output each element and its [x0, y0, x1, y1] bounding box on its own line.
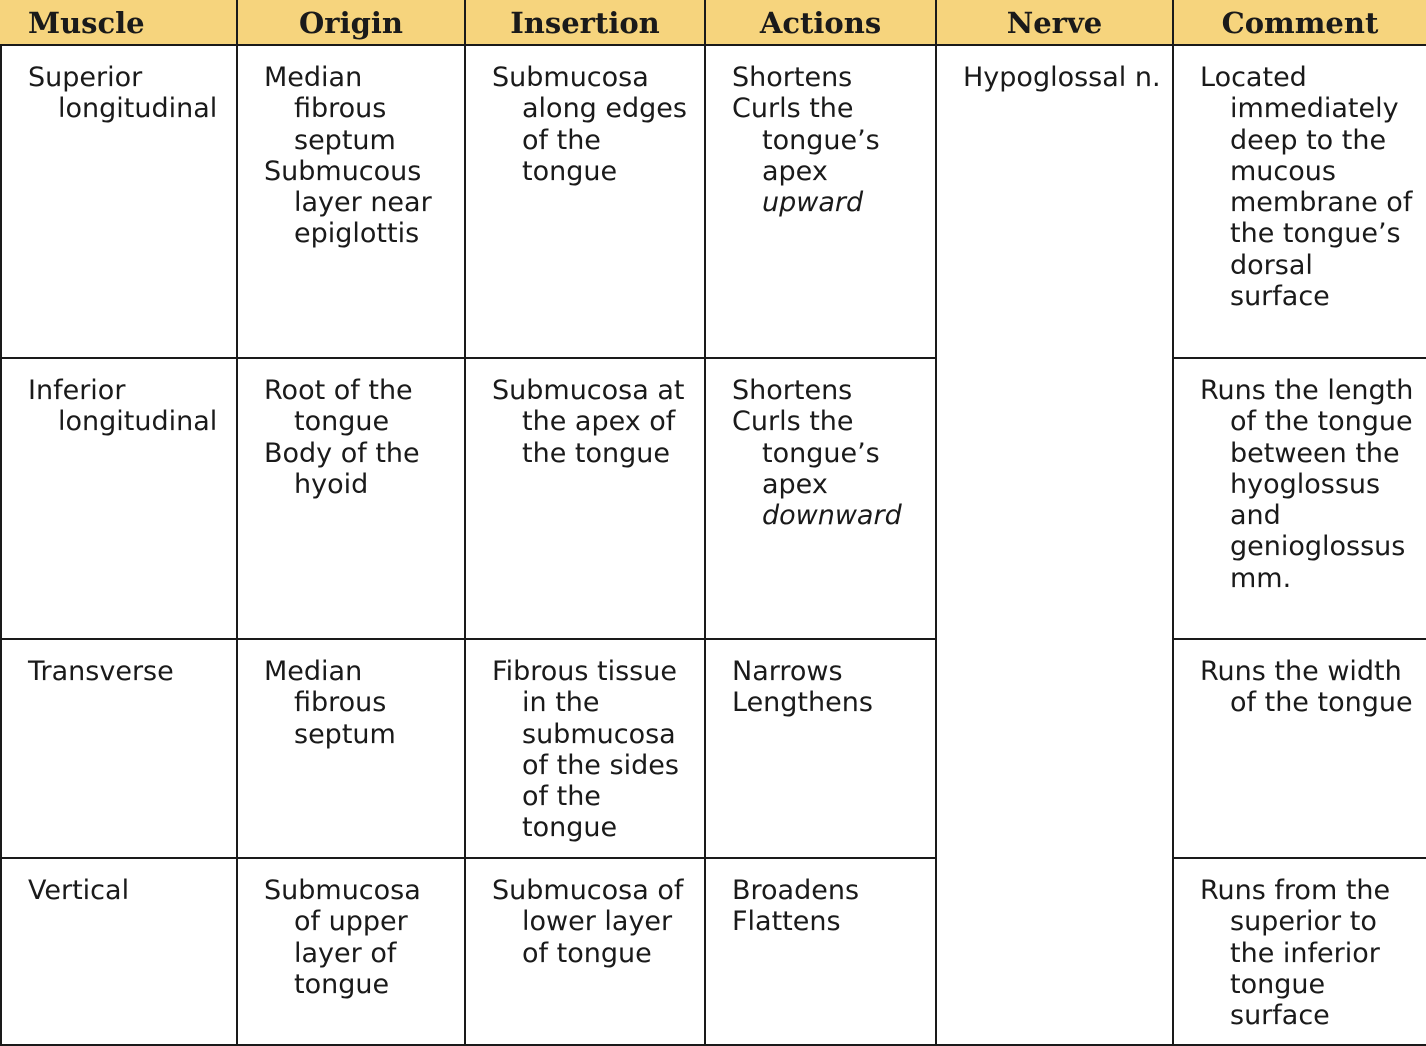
insertion-cell [465, 358, 705, 639]
muscle-name: Transverse [28, 656, 174, 687]
table-row [1, 45, 1426, 358]
header-insertion: Insertion [465, 1, 705, 45]
actions-cell [705, 358, 936, 639]
muscle-cell [1, 358, 237, 639]
header-muscle: Muscle [1, 1, 237, 45]
origin-item: Median fibrous septum [264, 656, 396, 750]
actions-cell [705, 45, 936, 358]
nerve-cell [936, 45, 1173, 1045]
origin-item: Median fibrous septum [264, 62, 396, 156]
table-body [1, 45, 1426, 1045]
header-nerve: Nerve [936, 1, 1173, 45]
table-header [1, 1, 1426, 45]
origin-cell [237, 358, 465, 639]
muscle-cell [1, 858, 237, 1045]
comment-cell [1173, 858, 1426, 1045]
table-row [1, 858, 1426, 1045]
action-direction: upward [762, 187, 864, 219]
origin-cell [237, 639, 465, 858]
origin-cell [237, 45, 465, 358]
insertion-cell [465, 45, 705, 358]
action-direction: downward [762, 500, 902, 532]
muscle-name: Vertical [28, 875, 130, 906]
header-row [1, 1, 1426, 45]
muscle-cell [1, 45, 237, 358]
muscle-cell [1, 639, 237, 858]
insertion-item: Fibrous tissue in the submucosa of the sides of the tongue [492, 656, 679, 844]
nerve-name: Hypoglossal n. [963, 62, 1161, 93]
origin-item: Submucous layer near epiglottis [264, 155, 432, 250]
muscle-name: Superior longitudinal [28, 62, 218, 125]
comment-cell [1173, 45, 1426, 358]
origin-item: Root of the tongue [264, 375, 413, 438]
action-text: Curls the tongue’s apex [732, 93, 880, 187]
action-item [732, 406, 925, 531]
actions-cell [705, 639, 936, 858]
comment-cell [1173, 358, 1426, 639]
action-item: Lengthens [732, 687, 873, 719]
insertion-item: Submucosa at the apex of the tongue [492, 375, 685, 469]
header-comment: Comment [1173, 1, 1426, 45]
table-row [1, 639, 1426, 858]
origin-item: Body of the hyoid [264, 437, 420, 500]
muscle-name: Inferior longitudinal [28, 375, 218, 438]
action-item: Shortens [732, 375, 853, 406]
action-item: Broadens [732, 875, 860, 906]
insertion-item: Submucosa of lower layer of tongue [492, 875, 684, 969]
origin-cell [237, 858, 465, 1045]
table-row [1, 358, 1426, 639]
action-item [732, 93, 925, 218]
actions-cell [705, 858, 936, 1045]
action-item: Narrows [732, 656, 843, 687]
header-actions: Actions [705, 1, 936, 45]
origin-item: Submucosa of upper layer of tongue [264, 875, 421, 1000]
action-item: Shortens [732, 62, 853, 93]
comment-text: Runs the length of the tongue between the hyoglossus and genioglossus mm. [1200, 375, 1414, 594]
comment-text: Located immediately deep to the mucous membrane of the tongue’s dorsal surface [1200, 62, 1413, 313]
insertion-cell [465, 858, 705, 1045]
action-item: Flattens [732, 906, 841, 938]
comment-cell [1173, 639, 1426, 858]
action-text: Curls the tongue’s apex [732, 406, 880, 500]
comment-text: Runs from the superior to the inferior tongue surface [1200, 875, 1391, 1032]
insertion-item: Submucosa along edges of the tongue [492, 62, 687, 187]
insertion-cell [465, 639, 705, 858]
header-origin: Origin [237, 1, 465, 45]
comment-text: Runs the width of the tongue [1200, 656, 1413, 719]
